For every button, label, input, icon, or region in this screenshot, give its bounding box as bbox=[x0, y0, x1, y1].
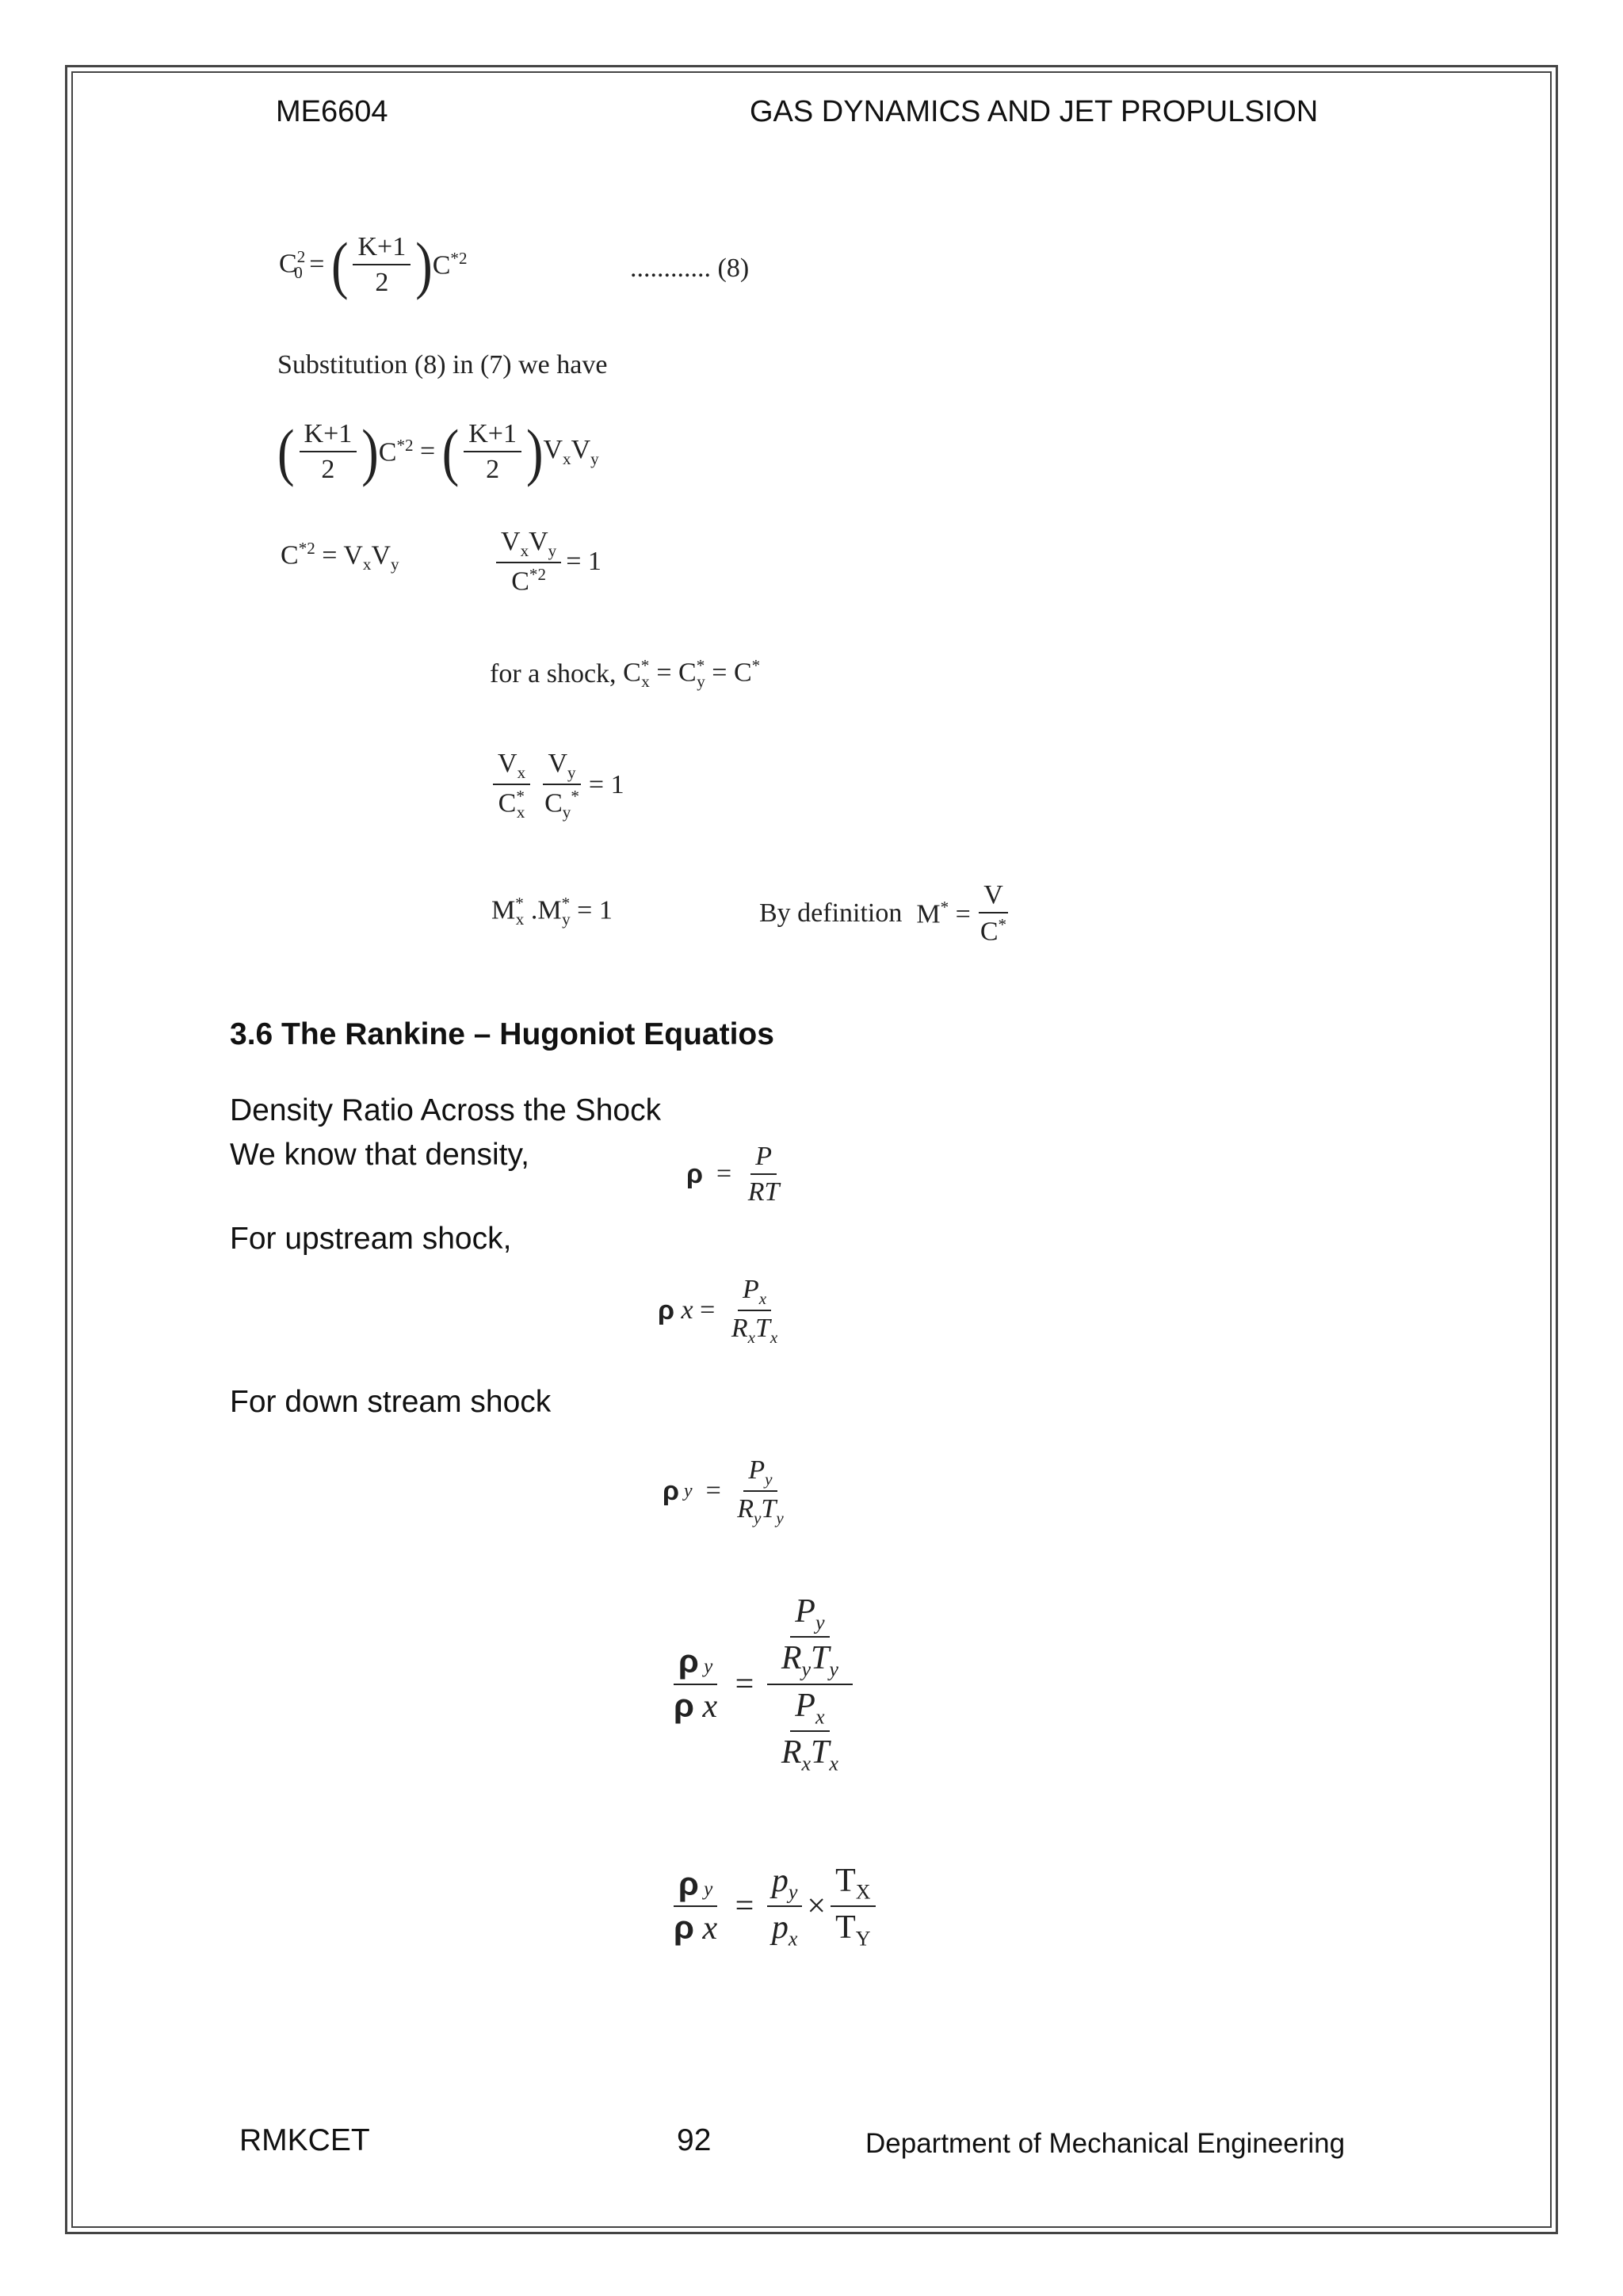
footer-institution: RMKCET bbox=[239, 2123, 370, 2157]
equation-substitution: ( $\frac{K+1}{2}$ ) $C^{*2}$ = ( $\frac{K+1}{2}$ ) $V_xV_y$ bbox=[277, 415, 599, 487]
equation-8-number: ............ (8) bbox=[630, 254, 750, 283]
equation-upstream-density: ρ x = $\frac{P_x}{R_xT_x}$ bbox=[658, 1275, 778, 1347]
equation-8: $C^2_0$ = ( $\frac{K+1}{2}$ ) $C^{*2}$ bbox=[279, 228, 468, 300]
equation-density-ratio-final: $\frac{\text{ρ y}}{\text{ρ x}}$ = $\frac{p_y}{p_x}$ × $\frac{T_X}{T_Y}$ bbox=[664, 1862, 880, 1951]
footer-page-number: 92 bbox=[677, 2123, 712, 2157]
for-a-shock-label: for a shock, bbox=[490, 658, 617, 688]
downstream-text: For down stream shock bbox=[230, 1385, 552, 1419]
by-definition-label: By definition bbox=[759, 898, 903, 928]
section-heading: 3.6 The Rankine – Hugoniot Equatios bbox=[230, 1017, 774, 1051]
footer-department: Department of Mechanical Engineering bbox=[865, 2128, 1346, 2159]
equation-c-star-squared: $C^{*2} = V_xV_y$ bbox=[281, 539, 399, 574]
equation-density: ρ = $\frac{P}{RT}$ bbox=[686, 1142, 780, 1207]
upstream-text: For upstream shock, bbox=[230, 1222, 512, 1256]
equation-downstream-density: ρ y = $\frac{P_y}{R_yT_y}$ bbox=[663, 1455, 784, 1527]
header-course-code: ME6604 bbox=[276, 95, 388, 128]
equation-mach-product: $M^*_x$ $.M^*_y = 1$ bbox=[491, 894, 613, 929]
equation-density-ratio-compound: $\frac{\text{ρ y}}{\text{ρ x}}$ = $\frac{\frac{P_y}{R_yT_y}}{\frac{P_x}{R_xT_x}}$ bbox=[664, 1592, 857, 1775]
equation-velocity-product: $\frac{V_x}{C^*_x}$ $\frac{V_y}{C_y^*}$ = 1 bbox=[488, 748, 624, 822]
substitution-text: Substitution (8) in (7) we have bbox=[277, 350, 608, 379]
equation-mach-definition: By definition M* = $\frac{V}{C^*}$ bbox=[759, 880, 1007, 947]
we-know-text: We know that density, bbox=[230, 1138, 529, 1172]
equation-for-a-shock: for a shock, $C^*_x = C^*_y = C^*$ bbox=[490, 656, 761, 692]
equation-velocity-ratio: $\frac{V_xV_y}{C^{*2}}$ = 1 bbox=[491, 526, 601, 597]
header-course-title: GAS DYNAMICS AND JET PROPULSION bbox=[750, 95, 1319, 128]
density-ratio-title: Density Ratio Across the Shock bbox=[230, 1093, 662, 1127]
